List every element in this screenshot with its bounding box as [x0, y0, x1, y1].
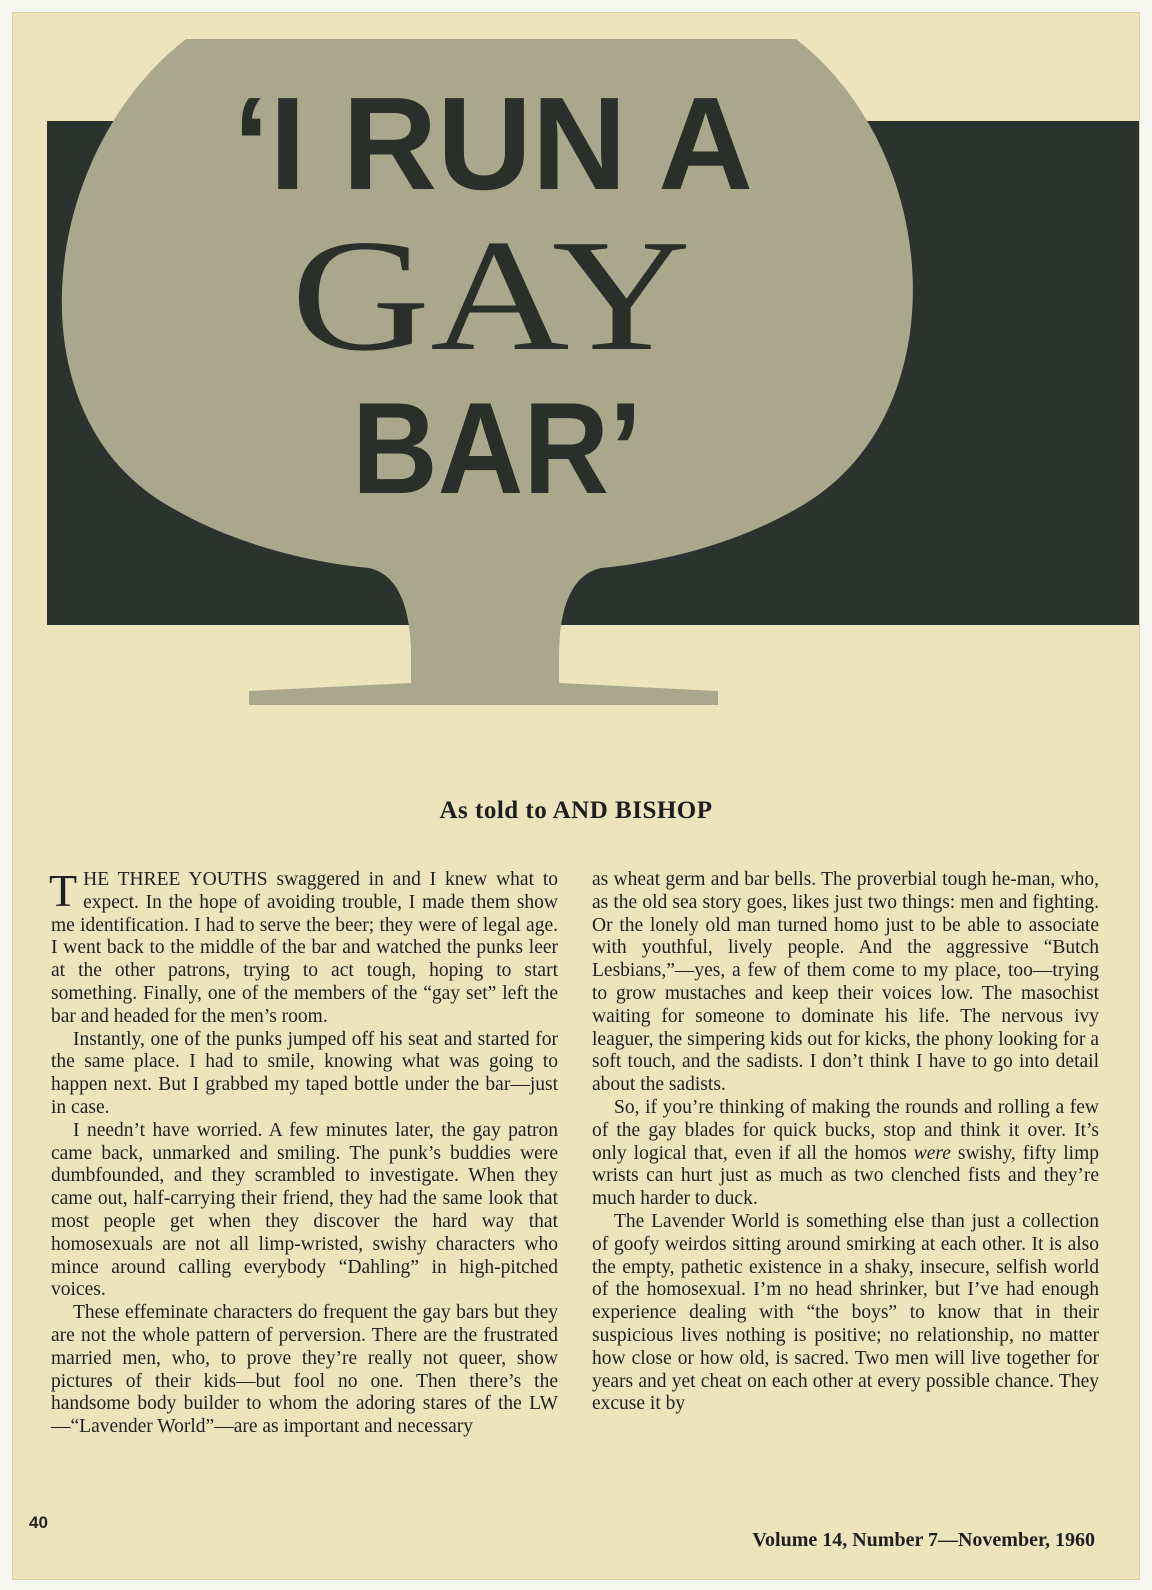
paragraph: [592, 1097, 1099, 1211]
title-illustration: [13, 13, 1139, 733]
drop-cap: T: [49, 865, 78, 916]
paragraph: Instantly, one of the punks jumped off his seat and started for the same place. I had to smile, knowing what was going to happen next. But I grabbed my taped bottle under the bar—just in case.: [51, 1028, 558, 1118]
title-line-3: BAR’: [352, 375, 642, 521]
paragraph: I needn’t have worried. A few minutes later, the gay patron came back, unmarked and smiling. The punk’s buddies were dumbfounded, and they scrambled to investigate. When they came out, half-carrying their friend, they had the same look that most people get when they discover the hard way that homosexuals are not all limp-wristed, swishy characters who mince around calling everybody “Dahling” in high-pitched voices.: [51, 1119, 558, 1301]
article-body: [49, 865, 1099, 1529]
paragraph: as wheat germ and bar bells. The proverbial tough he-man, who, as the old sea story goes, likes just two things: men and fighting. Or the lonely old man turned homo just to be able to associate with youthful, lively people. And the aggressive “Butch Lesbians,”—yes, a few of them come to my place, too—trying to grow mustaches and keep their voices low. The masochist waiting for someone to dominate his life. The nervous ivy leaguer, the simpering kids out for kicks, the phony looking for a soft touch, and the sadists. I don’t think I have to go into detail about the sadists.: [592, 869, 1099, 1096]
article-column-right: [592, 869, 1099, 1529]
paragraph-text: swishy, fifty limp wrists can hurt just as much as two clenched fists and they’re much harder to duck.: [592, 1142, 1099, 1210]
title-line-1: ‘I RUN A: [233, 70, 753, 217]
paragraph: The Lavender World is something else than just a collection of goofy weirdos sitting around smirking at each other. It is also the empty, pathetic existence in a shaky, insecure, selfish world of the homosexual. I’m no head shrinker, but I’ve had enough experience dealing with “the boys” to know that in their suspicious lives nothing is positive; no relationship, no matter how close or how old, is sacred. Two men will live together for years and yet cheat on each other at every possible chance. They excuse it by: [592, 1210, 1099, 1415]
paragraph-text: So, if you’re thinking of making the rounds and rolling a few of the gay blades for quick bucks, stop and think it over. It’s only logical that, even if all the homos: [592, 1096, 1099, 1164]
article-column-left: [49, 865, 558, 1529]
page-number: 40: [29, 1513, 48, 1532]
paragraph: [49, 865, 558, 1029]
paragraph: These effeminate characters do frequent the gay bars but they are not the whole pattern of perversion. There are the frustrated married men, who, to prove they’re really not queer, show pictures of their kids—but fool no one. Then there’s the handsome body builder to whom the adoring stares of the LW—“Lavender World”—are as important and necessary: [51, 1302, 558, 1438]
magazine-page: [12, 12, 1140, 1580]
emphasis-text: were: [913, 1142, 951, 1164]
title-line-2: GAY: [291, 206, 691, 384]
byline: As told to AND BISHOP: [439, 797, 713, 824]
paragraph-text: HE THREE YOUTHS swaggered in and I knew what to expect. In the hope of avoiding trouble, I made them show me identification. I had to serve the beer; they were of legal age. I went back to the middle of the bar and watched the punks leer at the other patrons, trying to act tough, hoping to start something. Finally, one of the members of the “gay set” left the bar and headed for the men’s room.: [51, 869, 558, 1027]
issue-footer: Volume 14, Number 7—November, 1960: [752, 1529, 1095, 1551]
